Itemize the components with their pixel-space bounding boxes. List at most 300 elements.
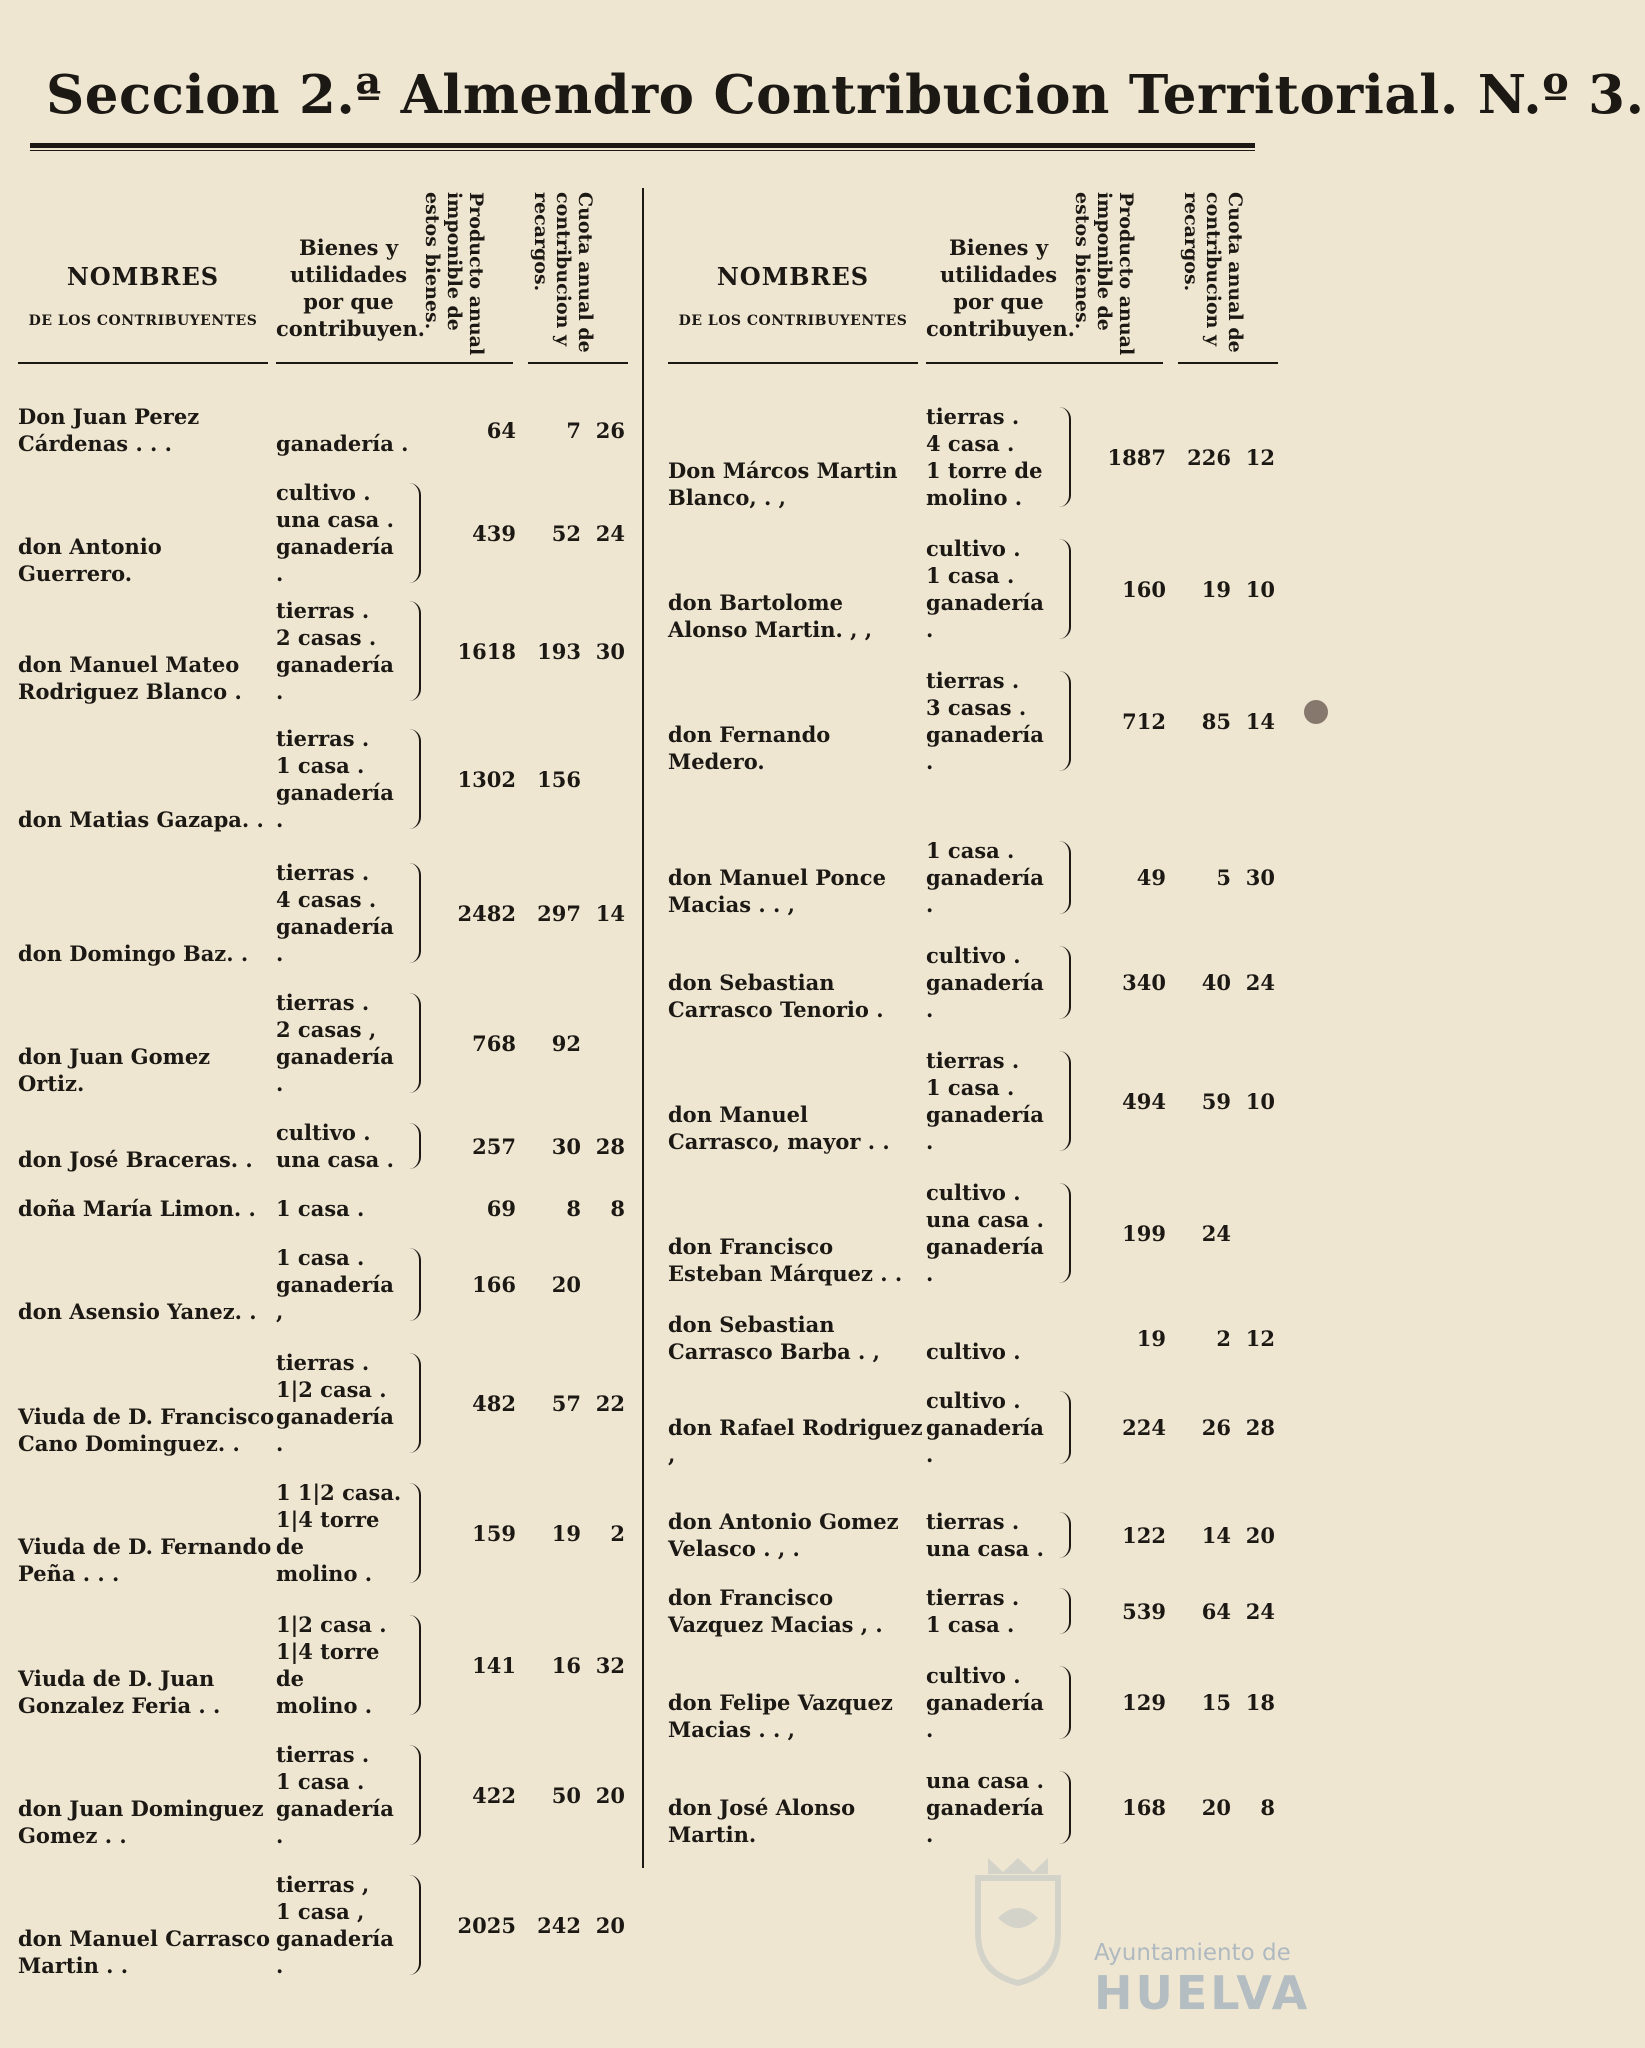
producto-value: 439: [472, 520, 516, 546]
goods-item: 1 1|2 casa.: [276, 1480, 402, 1505]
goods-cell: [926, 667, 1071, 775]
header-names-title: NOMBRES: [716, 262, 870, 291]
table-row: [668, 942, 1275, 1023]
contributor-name: don Manuel Carrasco Martin . .: [18, 1926, 270, 1978]
goods-list: [276, 859, 407, 967]
goods-item: tierras .: [276, 598, 370, 623]
producto-value: 482: [472, 1390, 516, 1416]
brace-icon: [1059, 1051, 1071, 1151]
goods-item: 1 torre de: [926, 458, 1043, 483]
amounts: [1071, 1325, 1275, 1352]
goods-cell: [276, 1611, 421, 1719]
header-underline: [18, 362, 268, 364]
cuota-value: 8: [566, 1196, 581, 1221]
cuota-cents-value: 28: [1245, 1415, 1275, 1440]
amounts: [421, 1782, 625, 1809]
brace-icon: [1059, 841, 1071, 914]
header-cuota: Cuota anual de contribucion y recargos.: [1180, 192, 1246, 353]
cuota-cents-value: 20: [1245, 1522, 1275, 1548]
table-header: [18, 170, 625, 385]
goods-item: tierras ,: [276, 1872, 370, 1897]
header-underline: [1178, 362, 1278, 364]
producto-value: 2482: [457, 900, 516, 926]
goods-cell: [926, 1338, 1071, 1365]
goods-item: molino .: [276, 1561, 373, 1586]
goods-item: cultivo .: [276, 1120, 371, 1145]
table-row: [18, 1244, 625, 1325]
brace-icon: [409, 1615, 421, 1715]
goods-item: tierras .: [926, 404, 1020, 429]
cuota-value: 156: [537, 766, 581, 792]
amounts: [1071, 1522, 1275, 1549]
brace-icon: [1059, 1666, 1071, 1739]
goods-list: [926, 1047, 1057, 1155]
goods-list: [926, 942, 1057, 1023]
header-underline: [528, 362, 628, 364]
goods-item: tierras .: [276, 1350, 370, 1375]
producto-value: 257: [472, 1133, 516, 1159]
contributor-name: don Francisco Esteban Márquez . .: [668, 1234, 903, 1286]
contributor-name: doña María Limon. .: [18, 1196, 256, 1221]
producto-value: 2025: [457, 1912, 516, 1938]
amounts: [421, 520, 625, 547]
contributor-name: Viuda de D. Fernando Peña . . .: [18, 1534, 272, 1586]
contributor-name: don Sebastian Carrasco Tenorio .: [668, 970, 884, 1022]
header-names-subtitle: DE LOS CONTRIBUYENTES: [678, 313, 908, 329]
table-row: [668, 403, 1275, 511]
producto-value: 224: [1122, 1415, 1166, 1440]
goods-item: 1 casa .: [276, 1769, 365, 1794]
goods-item: cultivo .: [926, 943, 1021, 968]
contributor-name: don José Alonso Martin.: [668, 1795, 856, 1847]
amounts: [421, 766, 625, 793]
header-underline: [668, 362, 918, 364]
table-row: [668, 1047, 1275, 1155]
goods-cell: [926, 1387, 1071, 1468]
producto-value: 122: [1122, 1522, 1166, 1548]
cuota-value: 297: [537, 900, 581, 926]
producto-value: 64: [486, 417, 516, 443]
cuota-value: 59: [1201, 1088, 1231, 1114]
goods-item: ganadería .: [926, 1102, 1044, 1154]
producto-value: 49: [1136, 865, 1166, 890]
contributor-name: Viuda de D. Juan Gonzalez Feria . .: [18, 1666, 221, 1718]
table-row: [18, 1741, 625, 1849]
goods-item: 2 casas ,: [276, 1017, 377, 1042]
table-row: [18, 1119, 625, 1173]
cuota-value: 2: [1216, 1325, 1231, 1351]
goods-list: [276, 1741, 407, 1849]
goods-list: [276, 1195, 421, 1222]
cuota-cents-value: 24: [595, 520, 625, 546]
goods-item: ganadería .: [276, 914, 394, 966]
producto-value: 159: [472, 1520, 516, 1546]
cuota-value: 242: [537, 1912, 581, 1938]
goods-item: tierras .: [926, 668, 1020, 693]
cuota-cents-value: 24: [1245, 1598, 1275, 1624]
cuota-value: 193: [537, 638, 581, 664]
goods-item: tierras .: [926, 1048, 1020, 1073]
brace-icon: [409, 729, 421, 829]
brace-icon: [1059, 539, 1071, 639]
goods-item: tierras .: [276, 726, 370, 751]
goods-list: [926, 1179, 1057, 1287]
brace-icon: [1059, 946, 1071, 1019]
contributor-name: don Juan Dominguez Gomez . .: [18, 1796, 264, 1848]
cuota-value: 92: [551, 1030, 581, 1056]
goods-item: 2 casas .: [276, 625, 377, 650]
goods-list: [276, 1244, 407, 1325]
goods-list: [276, 430, 421, 457]
cuota-cents-value: 8: [1260, 1795, 1275, 1820]
goods-item: ganadería .: [926, 865, 1044, 917]
contributor-name: don Antonio Guerrero.: [18, 534, 162, 586]
amounts: [1071, 1689, 1275, 1716]
cuota-cents-value: 18: [1245, 1690, 1275, 1715]
goods-item: molino .: [926, 485, 1023, 510]
goods-list: [276, 1479, 407, 1587]
goods-cell: [276, 1349, 421, 1457]
goods-item: tierras .: [276, 860, 370, 885]
table-row: [668, 1179, 1275, 1287]
brace-icon: [409, 1483, 421, 1583]
header-names: [18, 262, 268, 329]
goods-item: ganadería .: [926, 590, 1044, 642]
cuota-cents-value: 26: [595, 417, 625, 443]
goods-item: ganadería .: [926, 1690, 1044, 1742]
goods-cell: [926, 942, 1071, 1023]
cuota-cents-value: 10: [1245, 1088, 1275, 1114]
goods-item: ganadería .: [926, 1795, 1044, 1847]
cuota-cents-value: [1231, 1220, 1275, 1247]
amounts: [421, 1271, 625, 1298]
header-bienes: Bienes y utilidades por que contribuyen.: [276, 235, 425, 341]
goods-list: [276, 725, 407, 833]
contributor-name: don Fernando Medero.: [668, 722, 831, 774]
cuota-cents-value: 22: [595, 1390, 625, 1416]
table-row: [18, 1479, 625, 1587]
cuota-cents-value: 10: [1245, 576, 1275, 602]
goods-list: [276, 989, 407, 1097]
goods-cell: [926, 403, 1071, 511]
producto-value: 1618: [457, 638, 516, 664]
amounts: [1071, 576, 1275, 603]
amounts: [1071, 1598, 1275, 1625]
contributor-name: don José Braceras. .: [18, 1147, 253, 1172]
amounts: [421, 638, 625, 665]
cuota-value: 19: [551, 1520, 581, 1546]
goods-item: ganadería .: [926, 970, 1044, 1022]
brace-icon: [1059, 1391, 1071, 1464]
goods-cell: [926, 1662, 1071, 1743]
goods-list: [926, 1387, 1057, 1468]
goods-list: [276, 1611, 407, 1719]
table-row: [668, 1662, 1275, 1743]
table-row: [18, 989, 625, 1097]
amounts: [421, 1652, 625, 1679]
goods-item: molino .: [276, 1693, 373, 1718]
amounts: [421, 1030, 625, 1057]
contributor-name: don Manuel Mateo Rodriguez Blanco .: [18, 652, 242, 704]
page-title: Seccion 2.ª Almendro Contribucion Territorial. N.º 3.: [46, 64, 1645, 126]
goods-cell: [926, 535, 1071, 643]
brace-icon: [409, 1875, 421, 1975]
cuota-cents-value: 14: [595, 900, 625, 926]
goods-cell: [276, 1741, 421, 1849]
goods-item: ganadería .: [276, 1044, 394, 1096]
cuota-cents-value: 12: [1245, 1325, 1275, 1351]
goods-item: tierras .: [926, 1509, 1020, 1534]
contributor-name: don Manuel Carrasco, mayor . .: [668, 1102, 890, 1154]
goods-item: tierras .: [276, 1742, 370, 1767]
goods-list: [926, 1338, 1071, 1365]
producto-value: 69: [486, 1196, 516, 1221]
amounts: [421, 1390, 625, 1417]
goods-list: [926, 667, 1057, 775]
goods-cell: [926, 1767, 1071, 1848]
producto-value: 141: [472, 1652, 516, 1678]
cuota-value: 14: [1201, 1522, 1231, 1548]
brace-icon: [409, 1353, 421, 1453]
cuota-cents-value: [581, 1030, 625, 1057]
amounts: [421, 1912, 625, 1939]
amounts: [421, 1133, 625, 1160]
cuota-cents-value: 30: [595, 638, 625, 664]
goods-cell: [276, 1195, 421, 1222]
goods-item: cultivo .: [926, 1663, 1021, 1688]
producto-value: 168: [1122, 1795, 1166, 1820]
goods-item: 1 casa .: [276, 1196, 365, 1221]
brace-icon: [409, 993, 421, 1093]
contributor-name: Don Juan Perez Cárdenas . . .: [18, 404, 200, 456]
producto-value: 494: [1122, 1088, 1166, 1114]
header-underline: [418, 362, 513, 364]
contributor-name: don Francisco Vazquez Macias , .: [668, 1585, 883, 1637]
ink-stain: [1304, 700, 1328, 724]
goods-item: 1 casa .: [276, 1245, 365, 1270]
producto-value: 160: [1122, 576, 1166, 602]
watermark-line2: HUELVA: [1094, 1966, 1311, 2020]
producto-value: 1302: [457, 766, 516, 792]
cuota-value: 85: [1201, 708, 1231, 734]
goods-cell: [276, 989, 421, 1097]
right-entries: [668, 403, 1275, 1848]
cuota-cents-value: 8: [610, 1196, 625, 1221]
goods-item: una casa .: [926, 1536, 1044, 1561]
goods-item: ganadería .: [276, 1404, 394, 1456]
goods-cell: [276, 1119, 421, 1173]
producto-value: 768: [472, 1030, 516, 1056]
goods-item: 1 casa .: [926, 1612, 1015, 1637]
cuota-cents-value: 20: [595, 1912, 625, 1938]
brace-icon: [409, 483, 421, 583]
goods-item: tierras .: [926, 1585, 1020, 1610]
goods-item: ganadería .: [926, 1415, 1044, 1467]
amounts: [1071, 444, 1275, 471]
cuota-value: 226: [1187, 444, 1231, 470]
producto-value: 166: [472, 1272, 516, 1297]
table-row: [668, 535, 1275, 643]
goods-list: [926, 1584, 1057, 1638]
goods-cell: [926, 1047, 1071, 1155]
goods-item: 1 casa ,: [276, 1899, 365, 1924]
producto-value: 539: [1122, 1598, 1166, 1624]
watermark-line1: Ayuntamiento de: [1094, 1940, 1291, 1966]
goods-list: [926, 535, 1057, 643]
cuota-value: 40: [1201, 970, 1231, 995]
contributor-name: don Sebastian Carrasco Barba . ,: [668, 1312, 880, 1364]
brace-icon: [1059, 1183, 1071, 1283]
cuota-cents-value: 14: [1245, 708, 1275, 734]
goods-item: ganadería .: [276, 534, 394, 586]
contributor-name: Don Márcos Martin Blanco, . ,: [668, 458, 898, 510]
goods-item: cultivo .: [926, 1388, 1021, 1413]
goods-item: ganadería .: [926, 722, 1044, 774]
cuota-cents-value: 30: [1245, 865, 1275, 890]
brace-icon: [409, 1248, 421, 1321]
producto-value: 199: [1122, 1220, 1166, 1246]
goods-item: cultivo .: [926, 1339, 1021, 1364]
cuota-value: 26: [1201, 1415, 1231, 1440]
header-producto: Producto anual imponible de estos bienes.: [1071, 192, 1137, 356]
goods-cell: [276, 479, 421, 587]
cuota-value: 20: [1201, 1795, 1231, 1820]
header-bienes: Bienes y utilidades por que contribuyen.: [926, 235, 1075, 341]
cuota-value: 5: [1216, 865, 1231, 890]
table-row: [668, 1508, 1275, 1562]
goods-item: 1|2 casa .: [276, 1377, 387, 1402]
amounts: [1071, 1794, 1275, 1821]
table-row: [18, 859, 625, 967]
cuota-value: 57: [551, 1390, 581, 1416]
table-row: [668, 1387, 1275, 1468]
header-underline: [926, 362, 1071, 364]
table-row: [18, 597, 625, 705]
goods-list: [926, 1767, 1057, 1848]
goods-item: ganadería ,: [276, 1272, 394, 1324]
cuota-cents-value: 12: [1245, 444, 1275, 470]
table-row: [18, 1195, 625, 1222]
contributor-name: don Antonio Gomez Velasco . , .: [668, 1509, 899, 1561]
title-rule: [30, 143, 1255, 148]
goods-item: cultivo .: [926, 1180, 1021, 1205]
table-row: [18, 1349, 625, 1457]
goods-cell: [926, 837, 1071, 918]
goods-cell: [276, 1871, 421, 1979]
brace-icon: [409, 863, 421, 963]
cuota-cents-value: 28: [595, 1133, 625, 1159]
table-row: [18, 1611, 625, 1719]
contributor-name: don Asensio Yanez. .: [18, 1299, 257, 1324]
amounts: [421, 900, 625, 927]
left-entries: [18, 403, 625, 1979]
goods-item: cultivo .: [276, 480, 371, 505]
goods-item: una casa .: [276, 1147, 394, 1172]
cuota-value: 52: [551, 520, 581, 546]
producto-value: 712: [1122, 708, 1166, 734]
cuota-cents-value: 24: [1245, 970, 1275, 995]
goods-item: 1 casa .: [926, 563, 1015, 588]
goods-cell: [926, 1584, 1071, 1638]
cuota-cents-value: 2: [610, 1520, 625, 1546]
goods-list: [926, 1508, 1057, 1562]
goods-list: [926, 403, 1057, 511]
cuota-value: 15: [1201, 1690, 1231, 1715]
goods-cell: [276, 1479, 421, 1587]
brace-icon: [1059, 671, 1071, 771]
contributor-name: don Juan Gomez Ortiz.: [18, 1044, 211, 1096]
header-names-subtitle: DE LOS CONTRIBUYENTES: [28, 313, 258, 329]
goods-item: 1 casa .: [276, 753, 365, 778]
brace-icon: [1059, 407, 1071, 507]
table-row: [668, 837, 1275, 918]
table-row: [668, 1767, 1275, 1848]
goods-item: cultivo .: [926, 536, 1021, 561]
cuota-value: 30: [551, 1133, 581, 1159]
goods-item: una casa .: [926, 1768, 1044, 1793]
cuota-value: 20: [551, 1272, 581, 1297]
table-row: [668, 1311, 1275, 1365]
title-rule-thin: [30, 150, 1255, 151]
amounts: [1071, 708, 1275, 735]
producto-value: 19: [1136, 1325, 1166, 1351]
right-table: [668, 170, 1275, 1858]
table-row: [18, 403, 625, 457]
contributor-name: don Manuel Ponce Macias . . ,: [668, 865, 886, 917]
goods-item: 1|2 casa .: [276, 1612, 387, 1637]
goods-list: [276, 1871, 407, 1979]
cuota-value: 50: [551, 1782, 581, 1808]
goods-item: ganadería .: [276, 431, 409, 456]
table-row: [668, 667, 1275, 775]
goods-item: 4 casa .: [926, 431, 1015, 456]
header-producto: Producto anual imponible de estos bienes.: [421, 192, 487, 356]
header-underline: [1068, 362, 1163, 364]
cuota-cents-value: 32: [595, 1652, 625, 1678]
goods-list: [276, 479, 407, 587]
header-names: [668, 262, 918, 329]
contributor-name: don Rafael Rodriguez ,: [668, 1415, 923, 1467]
producto-value: 129: [1122, 1690, 1166, 1715]
amounts: [1071, 1220, 1275, 1247]
goods-item: ganadería .: [276, 780, 394, 832]
goods-item: 1 casa .: [926, 1075, 1015, 1100]
huelva-seal-icon: [958, 1848, 1078, 1988]
table-row: [18, 1871, 625, 1979]
goods-list: [926, 1662, 1057, 1743]
cuota-value: 24: [1201, 1220, 1231, 1246]
contributor-name: Viuda de D. Francisco Cano Dominguez. .: [18, 1404, 275, 1456]
cuota-cents-value: [581, 766, 625, 793]
contributor-name: don Domingo Baz. .: [18, 941, 249, 966]
header-names-title: NOMBRES: [66, 262, 220, 291]
goods-item: tierras .: [276, 990, 370, 1015]
goods-item: una casa .: [926, 1207, 1044, 1232]
goods-cell: [276, 1244, 421, 1325]
brace-icon: [1059, 1771, 1071, 1844]
amounts: [1071, 864, 1275, 891]
goods-list: [926, 837, 1057, 918]
brace-icon: [1059, 1588, 1071, 1634]
producto-value: 1887: [1107, 444, 1166, 470]
goods-cell: [276, 430, 421, 457]
cuota-value: 16: [551, 1652, 581, 1678]
table-row: [18, 479, 625, 587]
cuota-cents-value: 20: [595, 1782, 625, 1808]
goods-cell: [276, 597, 421, 705]
amounts: [421, 1195, 625, 1222]
brace-icon: [409, 1123, 421, 1169]
